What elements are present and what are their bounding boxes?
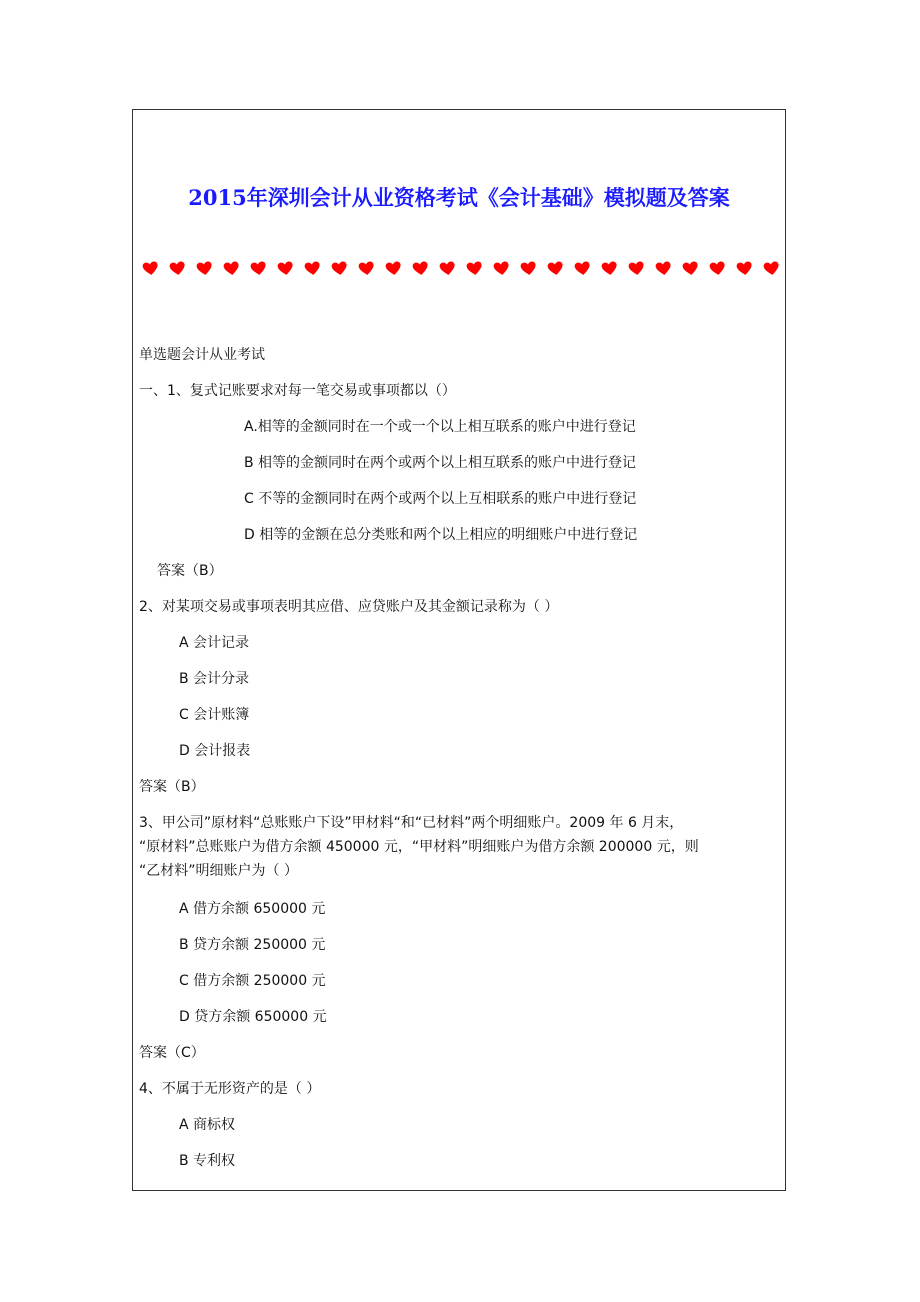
question-1-answer: 答案（B） <box>157 563 223 579</box>
heart-icon <box>194 259 221 279</box>
heart-icon <box>437 259 464 279</box>
heart-icon <box>275 259 302 279</box>
heart-icon <box>356 259 383 279</box>
question-3-answer: 答案（C） <box>139 1045 205 1061</box>
question-2-option-b: B 会计分录 <box>179 671 250 687</box>
heart-icon <box>707 259 734 279</box>
question-2-option-c: C 会计账簿 <box>179 707 250 723</box>
heart-icon <box>410 259 437 279</box>
document-page <box>132 109 786 1191</box>
heart-icon <box>140 259 167 279</box>
question-1-prompt: 一、1、复式记账要求对每一笔交易或事项都以（） <box>139 383 456 399</box>
heart-icon <box>599 259 626 279</box>
question-1-option-c: C 不等的金额同时在两个或两个以上互相联系的账户中进行登记 <box>244 491 637 507</box>
heart-icon <box>761 259 788 279</box>
heart-icon <box>545 259 572 279</box>
question-3-prompt-line-2: “原材料”总账账户为借方余额 450000 元，“甲材料”明细账户为借方余额 200000 元，则 <box>139 839 699 855</box>
question-3-option-d: D 贷方余额 650000 元 <box>179 1009 327 1025</box>
heart-icon <box>572 259 599 279</box>
question-3-option-a: A 借方余额 650000 元 <box>179 901 326 917</box>
question-2-option-a: A 会计记录 <box>179 635 250 651</box>
question-4-option-b: B 专利权 <box>179 1153 236 1169</box>
question-2-option-d: D 会计报表 <box>179 743 251 759</box>
heart-icon <box>680 259 707 279</box>
question-3-option-b: B 贷方余额 250000 元 <box>179 937 326 953</box>
heart-icon <box>464 259 491 279</box>
heart-icon <box>167 259 194 279</box>
heart-icon <box>626 259 653 279</box>
question-3-option-c: C 借方余额 250000 元 <box>179 973 326 989</box>
heart-icon <box>329 259 356 279</box>
heart-icon <box>221 259 248 279</box>
heart-icon <box>653 259 680 279</box>
question-2-answer: 答案（B） <box>139 779 205 795</box>
heart-icon <box>248 259 275 279</box>
section-heading: 单选题会计从业考试 <box>139 347 265 363</box>
question-1-option-b: B 相等的金额同时在两个或两个以上相互联系的账户中进行登记 <box>244 455 637 471</box>
heart-icon <box>383 259 410 279</box>
heart-icon <box>491 259 518 279</box>
question-3-prompt-line-1: 3、甲公司”原材料“总账账户下设”甲材料“和“已材料”两个明细账户。2009 年 6 月末， <box>139 815 684 831</box>
question-1-option-a: A.相等的金额同时在一个或一个以上相互联系的账户中进行登记 <box>244 419 636 435</box>
heart-icon <box>734 259 761 279</box>
question-2-prompt: 2、对某项交易或事项表明其应借、应贷账户及其金额记录称为（ ） <box>139 599 559 615</box>
question-4-prompt: 4、不属于无形资产的是（ ） <box>139 1081 321 1097</box>
document-title: 2015年深圳会计从业资格考试《会计基础》模拟题及答案 <box>188 185 730 210</box>
question-1-option-d: D 相等的金额在总分类账和两个以上相应的明细账户中进行登记 <box>244 527 638 543</box>
heart-icon <box>302 259 329 279</box>
question-4-option-a: A 商标权 <box>179 1117 236 1133</box>
heart-divider <box>140 259 788 279</box>
question-3-prompt-line-3: “乙材料”明细账户为（ ） <box>139 863 298 879</box>
heart-icon <box>518 259 545 279</box>
